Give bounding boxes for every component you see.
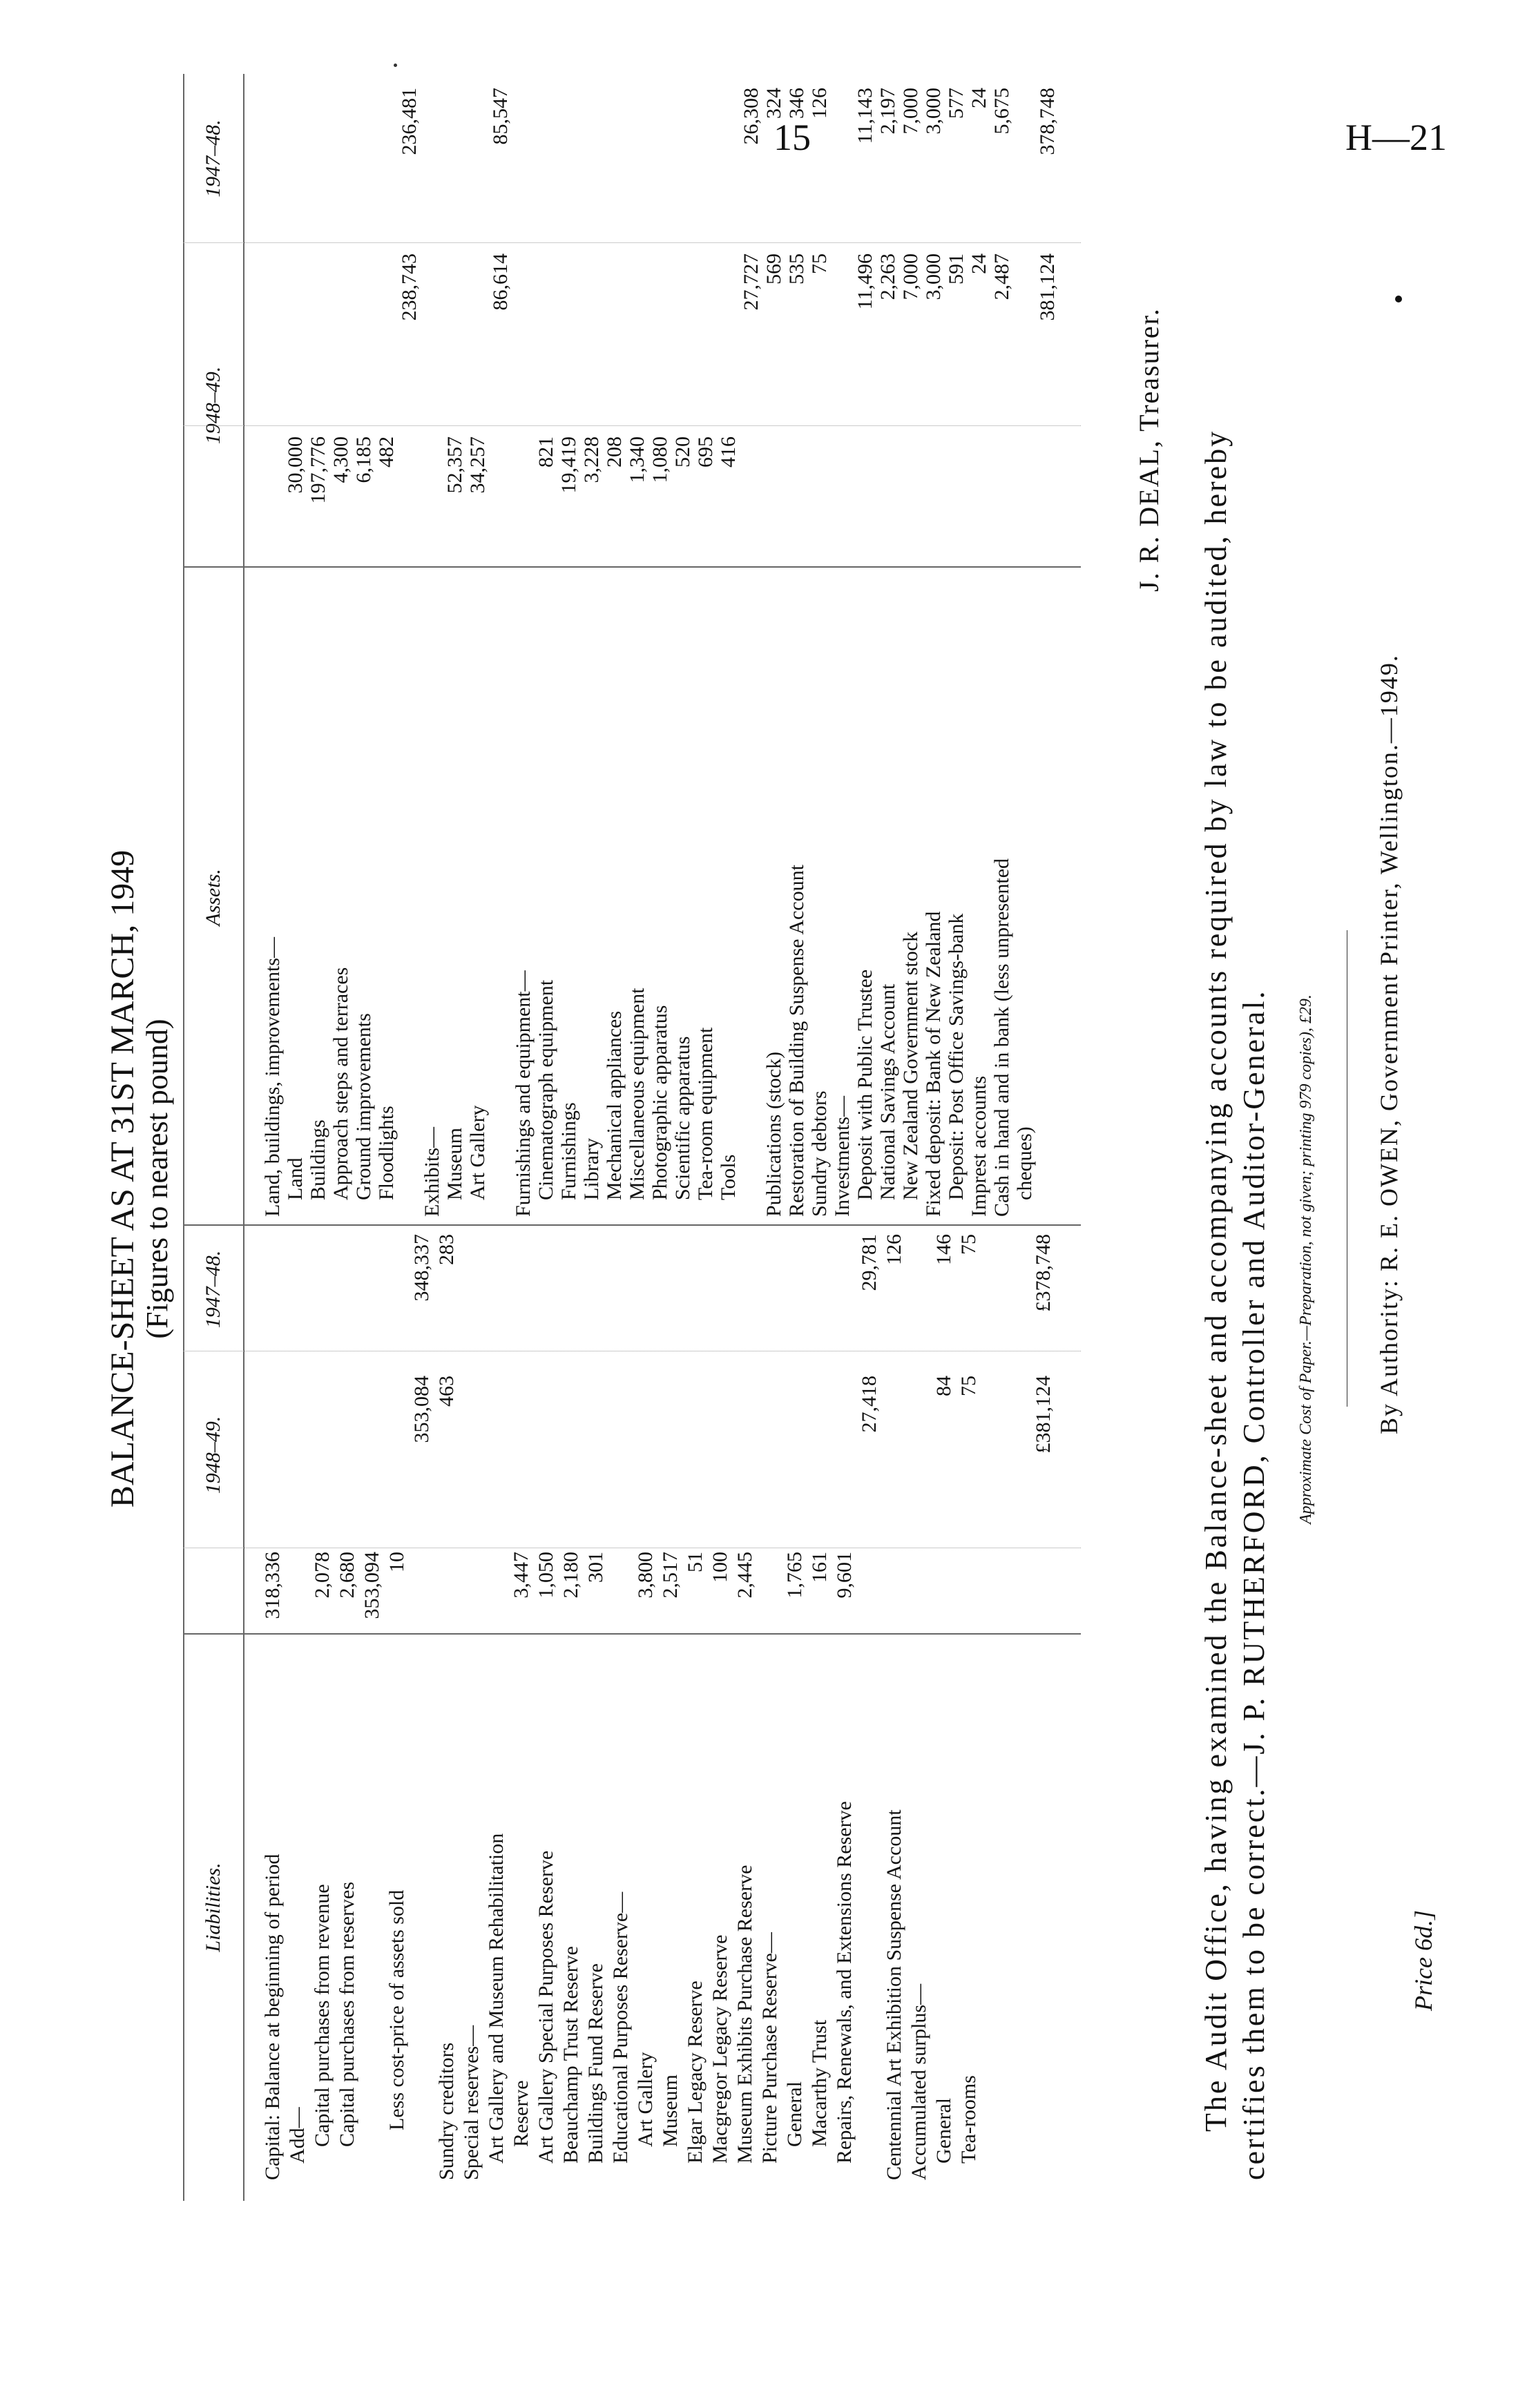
row-amount-c2: £381,124 (1032, 1376, 1055, 1454)
row-label: Capital purchases from revenue (311, 1884, 334, 2147)
row-amount-c2: 535 (785, 253, 808, 285)
row-amount-c3: 24 (968, 88, 990, 108)
row-amount-c1: 520 (671, 436, 694, 468)
row-label: Buildings Fund Reserve (584, 1963, 607, 2164)
row-amount-c1: 52,357 (443, 436, 466, 494)
row-amount-c1: 2,680 (336, 1552, 358, 1599)
row-amount-c2: 591 (945, 253, 968, 285)
row-amount-c1: 416 (717, 436, 740, 468)
row-amount-c3: 5,675 (990, 88, 1013, 135)
row-amount-c2: 86,614 (489, 253, 512, 311)
row-amount-c2: 353,084 (410, 1376, 433, 1443)
row-amount-c1: 4,300 (329, 436, 352, 483)
row-label: Macarthy Trust (808, 2019, 831, 2147)
row-amount-c3: 577 (945, 88, 968, 119)
assets-year-current-header: 1948–49. (202, 366, 224, 445)
row-amount-c1: 197,776 (307, 436, 329, 504)
row-label: Beauchamp Trust Reserve (559, 1946, 582, 2164)
row-amount-c3: 283 (435, 1234, 458, 1265)
balance-sheet-title: BALANCE-SHEET AS AT 31ST MARCH, 1949 (104, 849, 141, 1508)
assets-year-prior-header: 1947–48. (202, 119, 224, 198)
row-label: Elgar Legacy Reserve (684, 1981, 707, 2164)
row-label: Approach steps and terraces (329, 967, 352, 1200)
row-amount-c1: 30,000 (284, 436, 307, 494)
row-amount-c1: 6,185 (352, 436, 375, 483)
row-amount-c3: 85,547 (489, 88, 512, 145)
row-label: New Zealand Government stock (899, 931, 922, 1200)
row-label: Tea-room equipment (694, 1027, 717, 1200)
row-label: Buildings (307, 1119, 329, 1200)
treasurer-signature: J. R. DEAL, Treasurer. (1133, 307, 1164, 592)
row-amount-c3: 346 (785, 88, 808, 119)
row-label: Miscellaneous equipment (626, 988, 649, 1200)
row-label: Cinematograph equipment (535, 979, 557, 1200)
row-label: Centennial Art Exhibition Suspense Account (883, 1809, 905, 2180)
row-amount-c1: 3,800 (634, 1552, 657, 1599)
row-amount-c3: 3,000 (922, 88, 945, 135)
row-label: Photographic apparatus (649, 1005, 671, 1200)
price-note: Price 6d.] (1410, 1910, 1437, 2011)
audit-statement-line-1: The Audit Office, having examined the Balance-sheet and accompanying accounts required by law to be audited, hereby (1199, 429, 1233, 2132)
row-label: Fixed deposit: Bank of New Zealand (922, 911, 945, 1217)
row-amount-c1: 318,336 (261, 1552, 284, 1619)
row-label: Art Gallery Special Purposes Reserve (535, 1850, 557, 2164)
row-amount-c1: 1,340 (626, 436, 649, 483)
row-amount-c1: 51 (684, 1552, 707, 1572)
row-label: Less cost-price of assets sold (385, 1889, 408, 2130)
row-amount-c3: 146 (932, 1234, 955, 1265)
row-label: Add— (286, 2107, 309, 2164)
row-amount-c2: 27,418 (858, 1376, 881, 1433)
row-label: Museum (443, 1128, 466, 1200)
row-label: Tools (717, 1154, 740, 1200)
row-label: Educational Purposes Reserve— (609, 1891, 632, 2164)
row-label: Tea-rooms (957, 2075, 980, 2164)
row-amount-c2: 381,124 (1036, 253, 1059, 321)
row-label: Capital purchases from reserves (336, 1881, 358, 2147)
row-amount-c2: 24 (968, 253, 990, 274)
row-amount-c2: 463 (435, 1376, 458, 1407)
row-amount-c3: 126 (883, 1234, 905, 1265)
row-label: Cash in hand and in bank (less unpresented (990, 858, 1013, 1217)
row-label: cheques) (1013, 1126, 1036, 1200)
table-top-rule (183, 74, 184, 2201)
row-amount-c1: 208 (603, 436, 626, 468)
row-label: General (932, 2098, 955, 2164)
row-label: Accumulated surplus— (907, 1983, 930, 2180)
row-label: Deposit: Post Office Savings-bank (945, 913, 968, 1200)
row-label: Sundry debtors (808, 1090, 831, 1217)
row-label: Museum (659, 2074, 682, 2147)
row-amount-c1: 3,447 (510, 1552, 532, 1599)
row-amount-c1: 2,445 (733, 1552, 756, 1599)
liabilities-header: Liabilities. (202, 1862, 224, 1952)
row-amount-c1: 301 (584, 1552, 607, 1583)
row-label: Furnishings (557, 1102, 580, 1200)
row-amount-c1: 100 (709, 1552, 731, 1583)
cost-of-paper-note: Approximate Cost of Paper.—Preparation, not given; printing 979 copies), £29. (1297, 994, 1315, 1524)
row-amount-c1: 695 (694, 436, 717, 468)
row-label: National Savings Account (876, 983, 899, 1200)
row-amount-c1: 2,517 (659, 1552, 682, 1599)
row-amount-c1: 10 (385, 1552, 408, 1572)
row-label: Art Gallery (466, 1105, 489, 1200)
row-amount-c2: 2,263 (876, 253, 899, 300)
row-label: Ground improvements (352, 1013, 375, 1200)
row-label: Special reserves— (460, 2025, 483, 2180)
row-amount-c3: 236,481 (398, 88, 421, 155)
row-amount-c1: 353,094 (361, 1552, 383, 1619)
row-label: Floodlights (375, 1106, 398, 1200)
government-printer-authority: By Authority: R. E. OWEN, Government Printer, Wellington.—1949. (1375, 654, 1403, 1434)
row-amount-c1: 482 (375, 436, 398, 468)
liabilities-year-current-header: 1948–49. (202, 1416, 224, 1494)
row-amount-c2: 569 (762, 253, 785, 285)
row-amount-c3: 126 (808, 88, 831, 119)
row-amount-c3: 324 (762, 88, 785, 119)
row-amount-c1: 161 (808, 1552, 831, 1583)
row-label: Mechanical appliances (603, 1010, 626, 1200)
row-label: Repairs, Renewals, and Extensions Reserve (833, 1801, 856, 2164)
row-label: Restoration of Building Suspense Account (785, 865, 808, 1217)
row-label: Publications (stock) (762, 1051, 785, 1217)
row-amount-c2: 2,487 (990, 253, 1013, 300)
liabilities-year-prior-header: 1947–48. (202, 1250, 224, 1329)
row-amount-c1: 2,078 (311, 1552, 334, 1599)
row-label: Deposit with Public Trustee (854, 969, 876, 1200)
row-amount-c2: 3,000 (922, 253, 945, 300)
row-amount-c3: 75 (957, 1234, 980, 1255)
row-amount-c2: 75 (957, 1376, 980, 1396)
row-label: Picture Purchase Reserve— (758, 1932, 781, 2164)
row-label: Imprest accounts (968, 1075, 990, 1217)
row-amount-c2: 84 (932, 1376, 955, 1396)
row-label: Macgregor Legacy Reserve (709, 1934, 731, 2164)
row-label: Sundry creditors (435, 2042, 458, 2180)
row-label: Exhibits— (421, 1126, 443, 1217)
row-amount-c1: 1,765 (783, 1552, 806, 1599)
row-amount-c3: 26,308 (740, 88, 762, 145)
divider-mid (183, 1224, 1081, 1226)
row-amount-c1: 34,257 (466, 436, 489, 494)
row-amount-c3: 29,781 (858, 1234, 881, 1291)
assets-header: Assets. (202, 869, 224, 926)
row-amount-c1: 1,050 (535, 1552, 557, 1599)
audit-statement-line-2: certifies them to be correct.—J. P. RUTHERFORD, Controller and Auditor-General. (1237, 989, 1271, 2180)
row-amount-c3: 348,337 (410, 1234, 433, 1302)
row-amount-c2: 27,727 (740, 253, 762, 311)
row-label: Furnishings and equipment— (512, 970, 535, 1217)
row-label: Museum Exhibits Purchase Reserve (733, 1865, 756, 2164)
header-bottom-rule (243, 74, 244, 2201)
row-amount-c2: 7,000 (899, 253, 922, 300)
row-label: General (783, 2081, 806, 2147)
row-amount-c1: 1,080 (649, 436, 671, 483)
row-label: Reserve (510, 2080, 532, 2147)
row-amount-c1: 9,601 (833, 1552, 856, 1599)
row-label: Art Gallery and Museum Rehabilitation (485, 1833, 508, 2164)
row-label: Investments— (831, 1096, 854, 1217)
row-label: Scientific apparatus (671, 1036, 694, 1200)
row-label: Land (284, 1157, 307, 1200)
row-amount-c2: 238,743 (398, 253, 421, 321)
document-reference: H—21 (1345, 117, 1447, 158)
row-amount-c1: 2,180 (559, 1552, 582, 1599)
row-amount-c1: 3,228 (580, 436, 603, 483)
row-label: Library (580, 1138, 603, 1200)
row-amount-c1: 821 (535, 436, 557, 468)
row-amount-c3: 2,197 (876, 88, 899, 135)
row-amount-c3: 11,143 (854, 88, 876, 144)
balance-sheet-subtitle: (Figures to nearest pound) (140, 1019, 174, 1339)
row-amount-c2: 11,496 (854, 253, 876, 310)
row-label: Art Gallery (634, 2052, 657, 2147)
row-amount-c3: £378,748 (1032, 1234, 1055, 1312)
row-amount-c1: 19,419 (557, 436, 580, 494)
row-label: Land, buildings, improvements— (261, 937, 284, 1217)
page-number: 15 (774, 117, 811, 158)
row-amount-c3: 378,748 (1036, 88, 1059, 155)
row-amount-c3: 7,000 (899, 88, 922, 135)
row-amount-c2: 75 (808, 253, 831, 274)
row-label: Capital: Balance at beginning of period (261, 1853, 284, 2180)
